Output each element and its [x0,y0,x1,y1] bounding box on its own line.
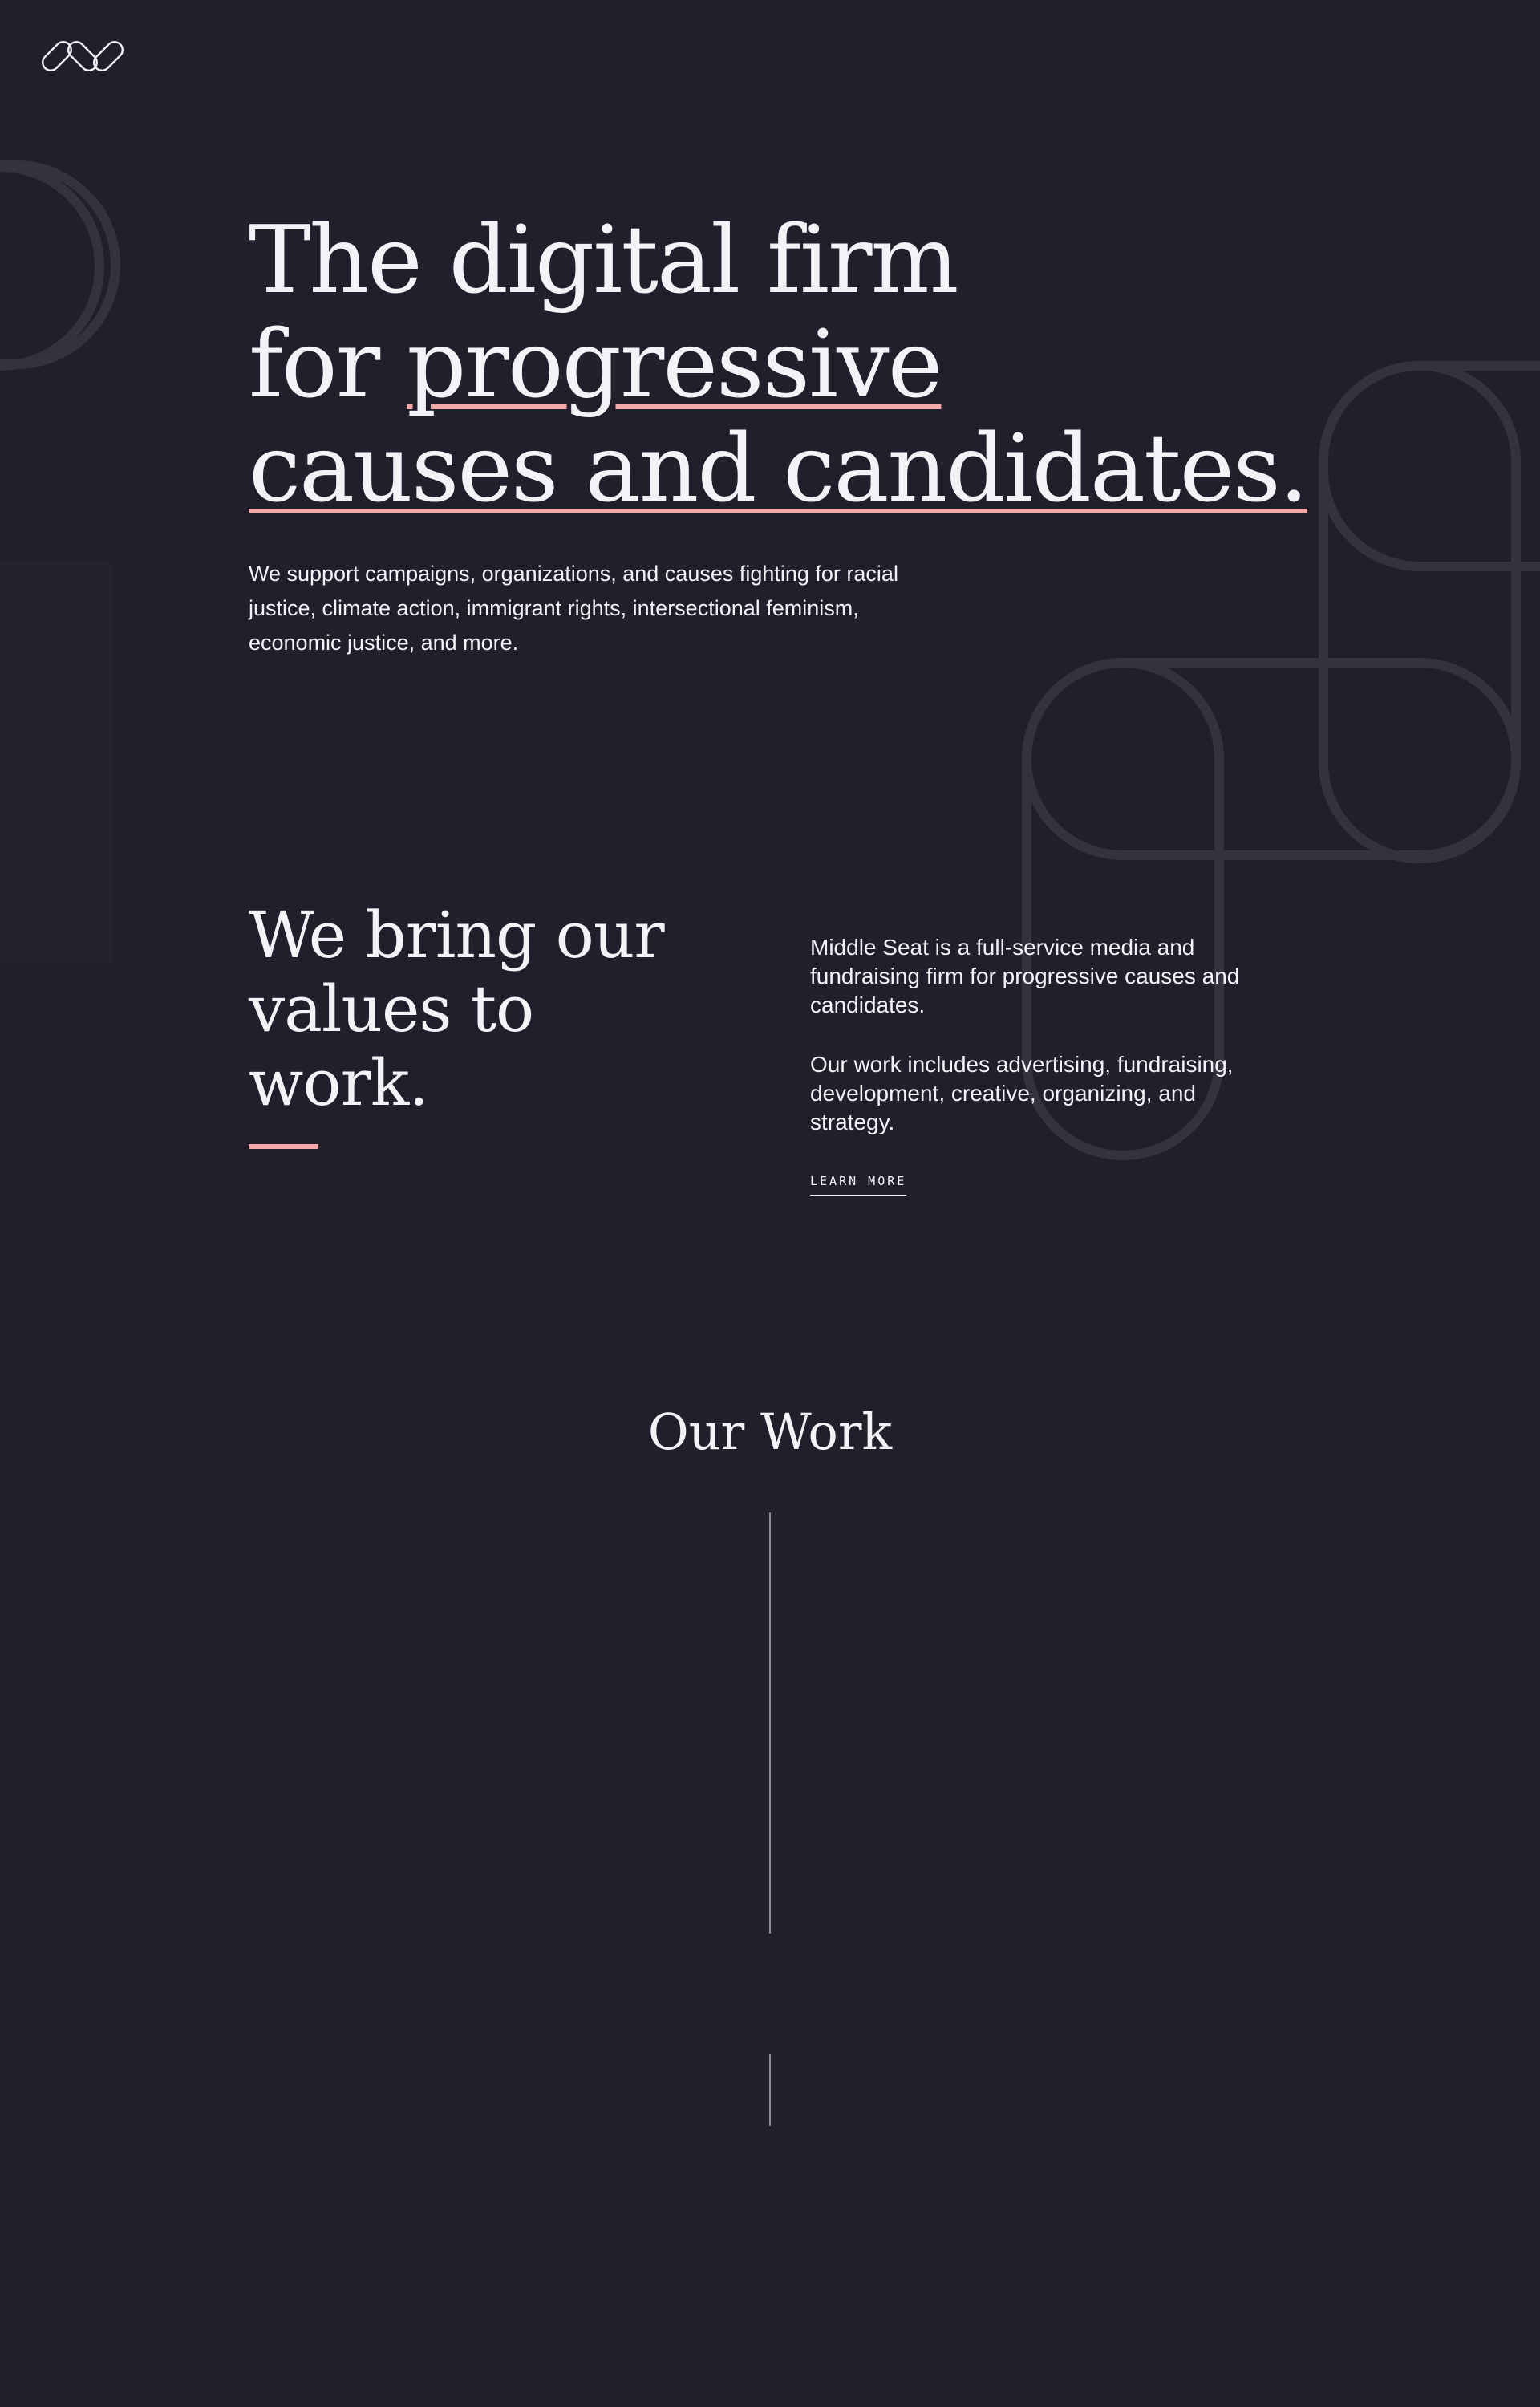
middle-seat-logo-icon [40,37,125,75]
values-heading-line-1: We bring our [249,898,664,972]
right-middle-bar-shape [1323,470,1540,566]
middle-seat-logo[interactable] [40,37,125,75]
hero-section [249,206,1307,660]
about-section [810,933,1275,1196]
hero-title [249,206,1307,523]
hero-title-line-3 [249,415,1307,523]
right-top-arc-shape [1323,366,1540,858]
values-heading [249,899,730,1120]
right-horizontal-pill-shape [1027,663,1516,855]
our-work-divider-line [769,1512,771,1934]
left-arc-shape [0,165,116,364]
hero-title-line-1: The digital firm [249,206,958,315]
values-section [249,899,730,1149]
values-heading-line-2: values to work. [249,972,534,1120]
hero-lede: We support campaigns, organizations, and causes fighting for racial justice, climate action, immigrant rights, intersectional feminism, economic justice, and more. [249,562,898,655]
hero-title-line-2 [249,313,1291,417]
left-faint-panel [0,562,112,963]
our-work-title: Our Work [647,1402,893,1461]
about-paragraph-2: Our work includes advertising, fundraising, development, creative, organizing, and strategy. [810,1052,1234,1134]
hero-title-line-3-text: causes and candidates. [249,415,1307,523]
about-paragraph-1: Middle Seat is a full-service media and fundraising firm for progressive causes and candidates. [810,935,1240,1017]
values-accent-bar [249,1144,318,1149]
our-work-divider-line-lower [769,2054,771,2126]
left-half-circle-shape [0,167,99,366]
learn-more-link[interactable]: LEARN MORE [810,1174,906,1196]
hero-title-highlight: progressive [407,311,942,419]
hero-title-line-2-prefix: for [249,311,407,419]
